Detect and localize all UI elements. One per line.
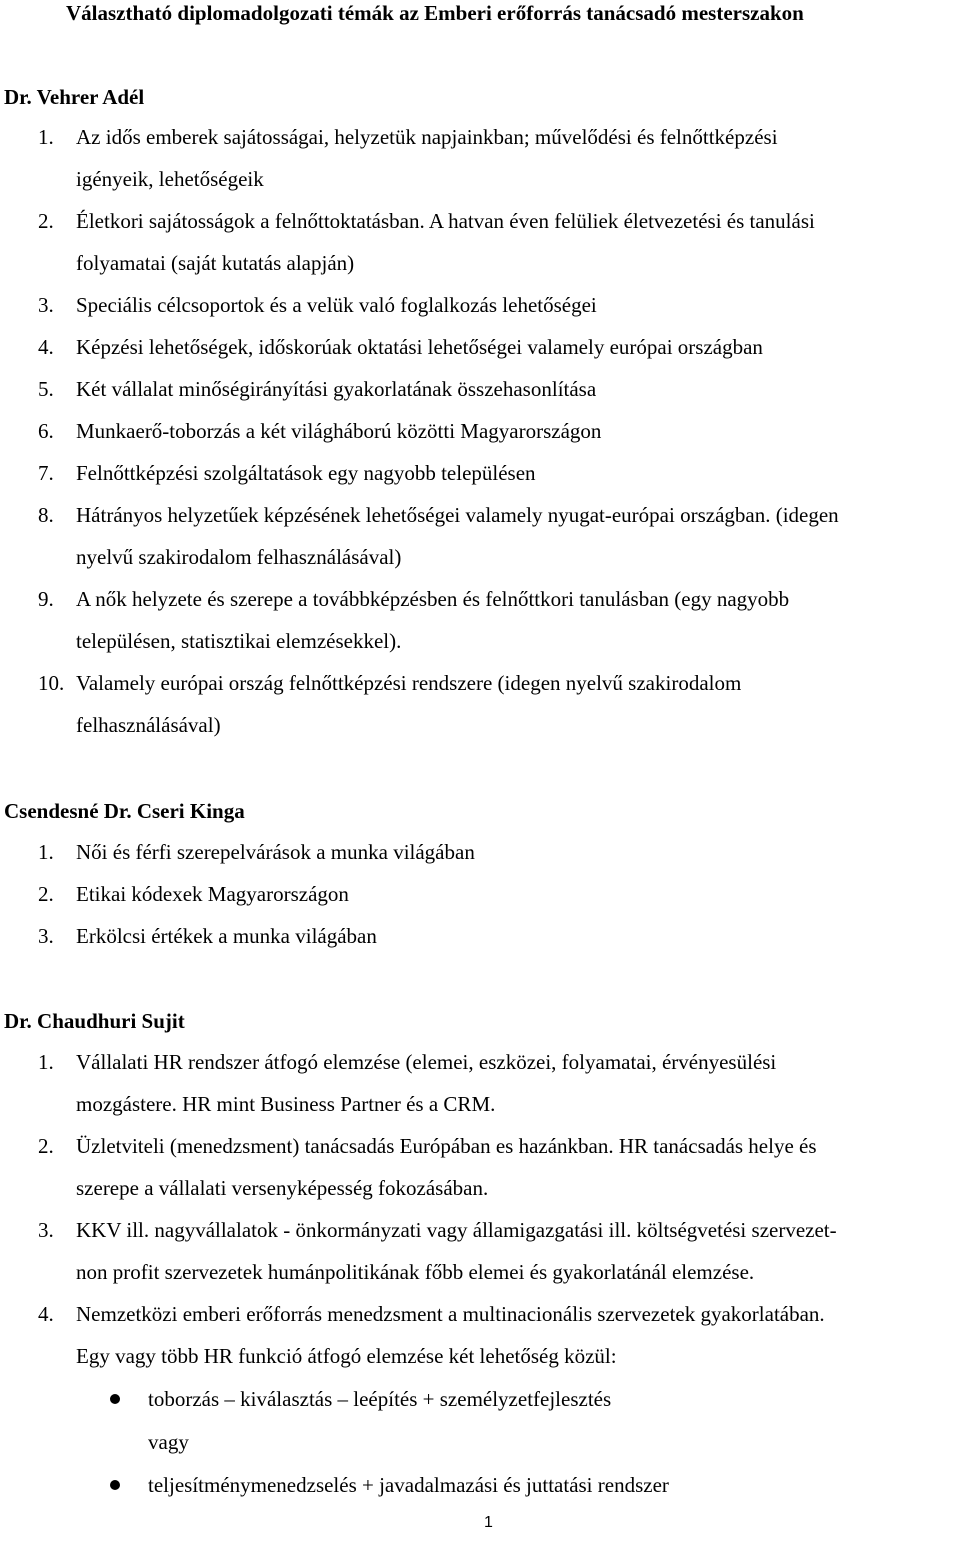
item-text: Női és férfi szerepelvárások a munka világában [76, 840, 475, 864]
item-number: 3. [38, 293, 54, 317]
item-text: Etikai kódexek Magyarországon [76, 882, 349, 906]
item-text: Vállalati HR rendszer átfogó elemzése (elemei, eszközei, folyamatai, érvényesülési mozgástere. HR mint Business Partner és a CRM. [76, 1050, 777, 1116]
item-text: Két vállalat minőségirányítási gyakorlatának összehasonlítása [76, 377, 597, 401]
item-number: 6. [38, 419, 54, 443]
item-number: 10. [38, 671, 65, 695]
section-heading-cseri: Csendesné Dr. Cseri Kinga [4, 799, 245, 823]
item-text: Üzletviteli (menedzsment) tanácsadás Európában es hazánkban. HR tanácsadás helye és szerepe a vállalati versenyképesség fokozásában. [76, 1134, 817, 1200]
item-text: Valamely európai ország felnőttképzési rendszere (idegen nyelvű szakirodalom felhasználásával) [76, 671, 742, 737]
item-number: 7. [38, 461, 54, 485]
item-text: Speciális célcsoportok és a velük való foglalkozás lehetőségei [76, 293, 597, 317]
bullet-icon [110, 1480, 120, 1490]
section-heading-chaudhuri: Dr. Chaudhuri Sujit [4, 1009, 185, 1033]
item-text: Nemzetközi emberi erőforrás menedzsment a multinacionális szervezetek gyakorlatában. Egy vagy több HR funkció átfogó elemzése két lehetőség közül: [76, 1302, 825, 1368]
item-number: 4. [38, 335, 54, 359]
bullet-icon [110, 1394, 120, 1404]
item-text: A nők helyzete és szerepe a továbbképzésben és felnőttkori tanulásban (egy nagyobb településen, statisztikai elemzésekkel). [76, 587, 790, 653]
item-number: 1. [38, 840, 54, 864]
item-text: KKV ill. nagyvállalatok - önkormányzati vagy államigazgatási ill. költségvetési szervezet- non profit szervezetek humánpolitikának főbb elemei és gyakorlatánál elemzése. [76, 1218, 837, 1284]
item-text: Erkölcsi értékek a munka világában [76, 924, 377, 948]
item-number: 1. [38, 125, 54, 149]
item-text: Életkori sajátosságok a felnőttoktatásban. A hatvan éven felüliek életvezetési és tanulási folyamatai (saját kutatás alapján) [76, 209, 815, 275]
bullet-separator-text: vagy [148, 1430, 189, 1454]
item-number: 3. [38, 1218, 54, 1242]
document-title: Választható diplomadolgozati témák az Emberi erőforrás tanácsadó mesterszakon [66, 1, 804, 25]
item-number: 4. [38, 1302, 54, 1326]
bullet-text: toborzás – kiválasztás – leépítés + személyzetfejlesztés [148, 1387, 612, 1411]
item-number: 3. [38, 924, 54, 948]
item-text: Az idős emberek sajátosságai, helyzetük napjainkban; művelődési és felnőttképzési igényeik, lehetőségeik [76, 125, 778, 191]
item-text: Felnőttképzési szolgáltatások egy nagyobb településen [76, 461, 536, 485]
item-number: 2. [38, 1134, 54, 1158]
item-number: 5. [38, 377, 54, 401]
item-text: Hátrányos helyzetűek képzésének lehetőségei valamely nyugat-európai országban. (idegen nyelvű szakirodalom felhasználásával) [76, 503, 839, 569]
item-number: 2. [38, 882, 54, 906]
page-number: 1 [484, 1514, 493, 1531]
bullet-text: teljesítménymenedzselés + javadalmazási és juttatási rendszer [148, 1473, 669, 1497]
item-text: Munkaerő-toborzás a két világháború közötti Magyarországon [76, 419, 602, 443]
item-number: 2. [38, 209, 54, 233]
item-number: 1. [38, 1050, 54, 1074]
item-number: 9. [38, 587, 54, 611]
section-heading-vehrer: Dr. Vehrer Adél [4, 85, 145, 109]
item-text: Képzési lehetőségek, időskorúak oktatási lehetőségei valamely európai országban [76, 335, 763, 359]
item-number: 8. [38, 503, 54, 527]
